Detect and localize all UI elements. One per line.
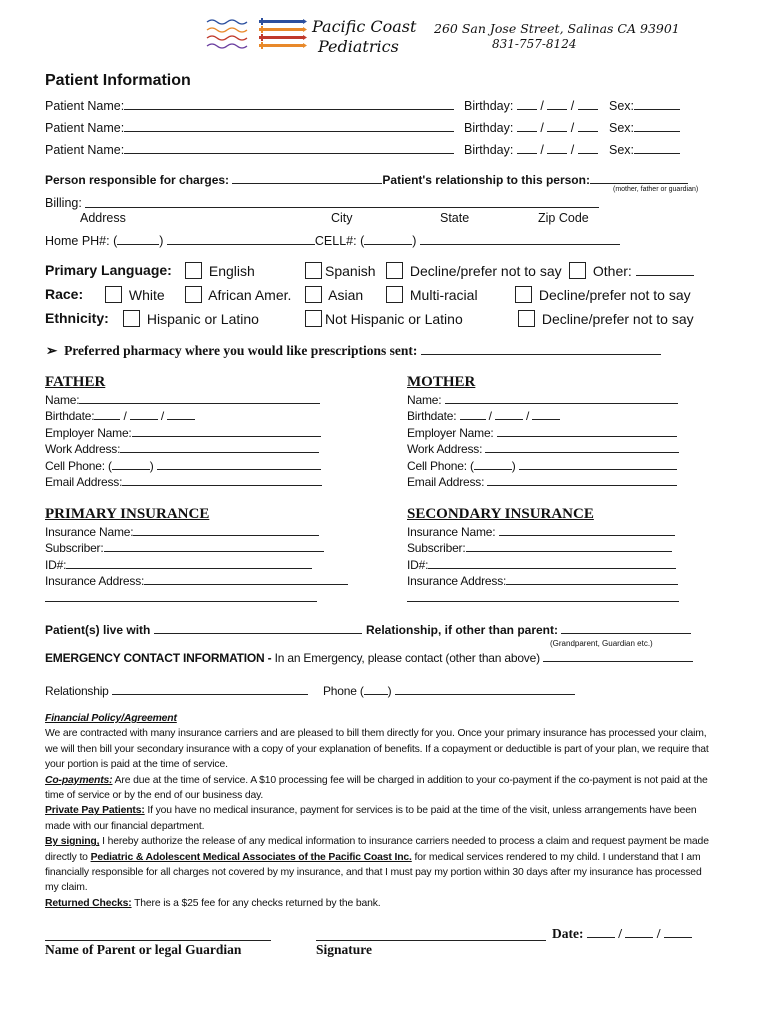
mother-title: MOTHER xyxy=(407,374,476,390)
sex-row-1 xyxy=(609,98,680,113)
mother-employer-input[interactable] xyxy=(497,425,677,437)
relationship-label: Patient's relationship to this person: xyxy=(382,173,590,187)
paren-close: ) xyxy=(412,234,417,248)
ethnicity-option-decline[interactable] xyxy=(518,310,694,327)
race-label: Race: xyxy=(45,286,84,302)
option-label: African Amer. xyxy=(208,287,292,303)
arrow-bullet-icon: ➢ xyxy=(46,343,58,358)
pharmacy-row xyxy=(46,343,661,359)
emergency-phone-input[interactable] xyxy=(395,683,575,695)
signing-text-1: I hereby authorize the release of any medical information to insurance carriers needed to process a claim and request payment be made directly to xyxy=(45,836,709,863)
option-label: Decline/prefer not to say xyxy=(541,311,694,327)
field-label: Employer Name: xyxy=(45,425,132,440)
language-option-decline[interactable] xyxy=(386,262,562,279)
primary-insurance-address-input[interactable] xyxy=(144,573,348,585)
birthday-month-input[interactable] xyxy=(517,120,537,132)
primary-subscriber-input[interactable] xyxy=(104,540,324,552)
billing-row xyxy=(45,196,82,210)
paren-close: ) xyxy=(387,684,392,698)
birthdate-day-input[interactable] xyxy=(495,408,523,420)
birthday-day-input[interactable] xyxy=(547,142,567,154)
billing-city-caption: City xyxy=(331,211,353,225)
secondary-insurance-name-row xyxy=(407,524,679,540)
primary-insurance-name-input[interactable] xyxy=(133,524,319,536)
primary-insurance-fields xyxy=(45,524,348,606)
lives-with-row xyxy=(45,622,362,637)
responsible-label: Person responsible for charges: xyxy=(45,173,230,187)
responsible-row xyxy=(45,172,688,187)
mother-email-row xyxy=(407,474,679,490)
date-year-input[interactable] xyxy=(664,926,692,938)
checkbox[interactable] xyxy=(185,262,202,279)
guardian-name-line[interactable] xyxy=(45,940,271,941)
field-label: Name: xyxy=(407,393,442,407)
mother-work-address-input[interactable] xyxy=(485,441,679,453)
practice-address: 260 San Jose Street, Salinas CA 93901 xyxy=(434,21,680,36)
race-option-african-amer[interactable] xyxy=(185,286,291,303)
signature-label: Signature xyxy=(316,942,373,957)
guardian-relationship-row xyxy=(366,622,691,637)
primary-insurance-address-row xyxy=(45,573,348,589)
practice-logo xyxy=(203,16,307,56)
birthday-year-input[interactable] xyxy=(578,142,598,154)
patient-name-label: Patient Name: xyxy=(45,121,125,135)
home-phone-label: Home PH#: ( xyxy=(45,234,118,248)
emergency-label: EMERGENCY CONTACT INFORMATION - xyxy=(45,651,272,665)
father-email-input[interactable] xyxy=(122,474,322,486)
mother-cell-area-input[interactable] xyxy=(474,458,512,470)
checkbox[interactable] xyxy=(386,262,403,279)
field-label: Subscriber: xyxy=(45,541,104,556)
emergency-phone-row xyxy=(323,683,575,698)
practice-name-line2: Pediatrics xyxy=(318,37,399,56)
patient-row-2 xyxy=(45,120,454,135)
secondary-insurance-address-line2 xyxy=(407,590,679,606)
checkbox[interactable] xyxy=(305,310,322,327)
birthday-month-input[interactable] xyxy=(517,142,537,154)
mother-email-input[interactable] xyxy=(487,474,677,486)
field-label: Name: xyxy=(45,393,80,407)
paren-close: ) xyxy=(149,458,154,473)
father-fields xyxy=(45,392,322,490)
birthday-month-input[interactable] xyxy=(517,98,537,110)
secondary-subscriber-input[interactable] xyxy=(466,540,672,552)
patient-name-input[interactable] xyxy=(124,142,454,154)
option-label: Decline/prefer not to say xyxy=(538,287,691,303)
birthday-label: Birthday: xyxy=(464,121,514,135)
secondary-insurance-title: SECONDARY INSURANCE xyxy=(407,506,594,522)
patient-row-3 xyxy=(45,142,454,157)
guardian-relationship-hint: (Grandparent, Guardian etc.) xyxy=(550,639,653,648)
birthday-row-2 xyxy=(464,120,598,135)
primary-insurance-title: PRIMARY INSURANCE xyxy=(45,506,210,522)
emergency-relationship-row xyxy=(45,683,308,698)
father-cell-area-input[interactable] xyxy=(112,458,150,470)
secondary-insurance-name-input[interactable] xyxy=(499,524,675,536)
date-separator: / xyxy=(540,99,544,113)
emergency-phone-area-input[interactable] xyxy=(364,683,388,695)
father-email-row xyxy=(45,474,322,490)
primary-insurance-name-row xyxy=(45,524,348,540)
cell-phone-area-input[interactable] xyxy=(364,233,412,245)
relationship-hint: (mother, father or guardian) xyxy=(613,186,699,193)
signing-label: By signing, xyxy=(45,836,100,848)
home-phone-input[interactable] xyxy=(167,233,315,245)
practice-name-line1: Pacific Coast xyxy=(312,17,417,36)
patient-name-input[interactable] xyxy=(124,120,454,132)
birthdate-year-input[interactable] xyxy=(532,408,560,420)
secondary-id-row xyxy=(407,557,679,573)
race-option-multi-racial[interactable] xyxy=(386,286,478,303)
birthday-year-input[interactable] xyxy=(578,120,598,132)
mother-birthdate-row: Birthdate: / / xyxy=(407,408,679,424)
birthday-row-1 xyxy=(464,98,598,113)
lives-with-label: Patient(s) live with xyxy=(45,623,151,637)
father-cell-input[interactable] xyxy=(157,458,321,470)
field-label: Birthdate: xyxy=(407,409,457,424)
mother-employer-row xyxy=(407,425,679,441)
primary-insurance-address-line2 xyxy=(45,590,348,606)
sex-input[interactable] xyxy=(634,142,680,154)
birthdate-year-input[interactable] xyxy=(167,408,195,420)
field-label: Insurance Name: xyxy=(407,525,496,539)
relationship-input[interactable] xyxy=(590,172,688,184)
checkbox[interactable] xyxy=(305,262,322,279)
field-label: Insurance Name: xyxy=(45,525,134,539)
option-label: Asian xyxy=(328,287,364,303)
emergency-contact-input[interactable] xyxy=(543,650,693,662)
sex-label: Sex: xyxy=(609,143,635,157)
ethnicity-option-not-hispanic[interactable] xyxy=(305,310,463,327)
field-label: Email Address: xyxy=(407,475,485,490)
checkbox[interactable] xyxy=(105,286,122,303)
emergency-relationship-label: Relationship xyxy=(45,684,109,698)
guardian-relationship-label: Relationship, if other than parent: xyxy=(366,623,559,637)
field-label: Insurance Address: xyxy=(407,574,507,589)
field-label: Insurance Address: xyxy=(45,574,145,589)
secondary-insurance-address-input[interactable] xyxy=(506,573,678,585)
secondary-insurance-fields xyxy=(407,524,679,606)
father-name-row xyxy=(45,392,322,408)
sex-label: Sex: xyxy=(609,99,635,113)
guardian-name-label: Name of Parent or legal Guardian xyxy=(45,942,242,957)
billing-state-caption: State xyxy=(440,211,470,225)
checkbox[interactable] xyxy=(185,286,202,303)
signing-paragraph xyxy=(45,834,717,896)
race-option-asian[interactable] xyxy=(305,286,363,303)
checkbox[interactable] xyxy=(569,262,586,279)
birthdate-month-input[interactable] xyxy=(94,408,120,420)
date-separator: / xyxy=(570,99,575,113)
field-label: Employer Name: xyxy=(407,425,494,440)
financial-policy-title-row xyxy=(45,711,717,726)
cell-phone-label: CELL#: ( xyxy=(314,234,365,248)
returned-checks-paragraph xyxy=(45,896,717,911)
field-label: Work Address: xyxy=(45,442,121,457)
race-option-decline[interactable] xyxy=(515,286,691,303)
signing-text-2: for medical services rendered to my child. I understand that I am financially responsible for all charges not covered by my insurance, and that I must pay my portion within 30 days after my insurance has processed my claim. xyxy=(45,851,702,894)
father-cell-row xyxy=(45,458,322,474)
private-pay-label: Private Pay Patients: xyxy=(45,805,145,817)
billing-input[interactable] xyxy=(85,196,599,208)
field-label: Work Address: xyxy=(407,442,483,457)
logo-graphic xyxy=(203,16,307,56)
financial-policy xyxy=(45,711,717,911)
responsible-input[interactable] xyxy=(232,172,382,184)
guardian-relationship-input[interactable] xyxy=(561,622,691,634)
checkbox[interactable] xyxy=(515,286,532,303)
date-separator: / xyxy=(540,121,544,135)
language-option-spanish[interactable] xyxy=(305,262,376,279)
option-label: Spanish xyxy=(325,263,376,279)
secondary-insurance-address-row xyxy=(407,573,679,589)
field-label: Email Address: xyxy=(45,475,123,490)
patient-name-label: Patient Name: xyxy=(45,99,125,113)
sex-input[interactable] xyxy=(634,120,680,132)
father-work-address-row xyxy=(45,441,322,457)
signature-line[interactable] xyxy=(316,940,546,941)
language-label: Primary Language: xyxy=(45,262,172,278)
mother-fields xyxy=(407,392,679,490)
birthdate-day-input[interactable] xyxy=(130,408,158,420)
date-row: Date: / / xyxy=(552,926,692,942)
mother-name-row xyxy=(407,392,679,408)
copay-label: Co-payments: xyxy=(45,774,113,786)
birthday-label: Birthday: xyxy=(464,99,514,113)
father-employer-input[interactable] xyxy=(132,425,321,437)
emergency-relationship-input[interactable] xyxy=(112,683,308,695)
sex-label: Sex: xyxy=(609,121,635,135)
ethnicity-label: Ethnicity: xyxy=(45,310,109,326)
date-separator: / xyxy=(540,143,544,157)
race-option-white[interactable] xyxy=(105,286,165,303)
mother-cell-input[interactable] xyxy=(519,458,677,470)
field-label: Birthdate: xyxy=(45,409,95,424)
checkbox[interactable] xyxy=(518,310,535,327)
option-label: Other: xyxy=(592,263,632,279)
option-label: Decline/prefer not to say xyxy=(409,263,562,279)
date-day-input[interactable] xyxy=(625,926,653,938)
emergency-text: In an Emergency, please contact (other than above) xyxy=(271,651,540,665)
copay-text: Are due at the time of service. A $10 processing fee will be charged in addition to your co-payment if the co-payment is not paid at the time of service or by the end of our business day. xyxy=(45,774,708,802)
father-work-address-input[interactable] xyxy=(120,441,319,453)
birthday-label: Birthday: xyxy=(464,143,514,157)
checkbox[interactable] xyxy=(386,286,403,303)
private-pay-text: If you have no medical insurance, payment for services is to be paid at the time of the visit, unless arrangements have been made with our financial department. xyxy=(45,805,697,832)
financial-intro: We are contracted with many insurance carriers and are pleased to bill them directly for you. Once your primary insurance has processed your claim, we will then bill your secondary insurance with a copy of your explanation of benefits. If a copayment or deductible is part of your plan, we require that your portion is paid at the time of service. xyxy=(45,728,709,771)
primary-insurance-address2-input[interactable] xyxy=(45,590,317,602)
sex-input[interactable] xyxy=(634,98,680,110)
primary-subscriber-row xyxy=(45,540,348,556)
field-label: Subscriber: xyxy=(407,541,466,556)
field-label: Cell Phone: ( xyxy=(407,458,474,473)
option-label: White xyxy=(128,287,165,303)
mother-work-address-row xyxy=(407,441,679,457)
home-phone-area-input[interactable] xyxy=(117,233,159,245)
financial-policy-title: Financial Policy/Agreement xyxy=(45,713,177,724)
birthdate-month-input[interactable] xyxy=(460,408,486,420)
secondary-id-input[interactable] xyxy=(428,557,676,569)
emergency-phone-label: Phone ( xyxy=(323,684,364,698)
date-separator: / xyxy=(570,143,575,157)
paren-close: ) xyxy=(511,458,516,473)
birthday-year-input[interactable] xyxy=(578,98,598,110)
cell-phone-input[interactable] xyxy=(420,233,620,245)
mother-name-input[interactable] xyxy=(445,392,678,404)
field-label: Cell Phone: ( xyxy=(45,458,112,473)
option-label: Not Hispanic or Latino xyxy=(325,311,463,327)
option-label: Multi-racial xyxy=(409,287,478,303)
secondary-insurance-address2-input[interactable] xyxy=(407,590,679,602)
primary-id-input[interactable] xyxy=(66,557,312,569)
checkbox[interactable] xyxy=(123,310,140,327)
paren-close: ) xyxy=(159,234,164,248)
sex-row-2 xyxy=(609,120,680,135)
billing-address-caption: Address xyxy=(80,211,126,225)
billing-label: Billing: xyxy=(45,196,82,210)
birthday-day-input[interactable] xyxy=(547,120,567,132)
father-birthdate-row: Birthdate: / / xyxy=(45,408,322,424)
primary-id-row xyxy=(45,557,348,573)
date-separator: / xyxy=(570,121,575,135)
emergency-row xyxy=(45,650,693,665)
father-title: FATHER xyxy=(45,374,106,390)
birthday-row-3 xyxy=(464,142,598,157)
father-employer-row xyxy=(45,425,322,441)
patient-row-1 xyxy=(45,98,454,113)
field-label: ID#: xyxy=(45,557,67,572)
ethnicity-option-hispanic[interactable] xyxy=(123,310,259,327)
patient-name-label: Patient Name: xyxy=(45,143,125,157)
pharmacy-label: Preferred pharmacy where you would like prescriptions sent: xyxy=(64,343,418,358)
patient-name-input[interactable] xyxy=(124,98,454,110)
billing-zip-caption: Zip Code xyxy=(538,211,589,225)
language-other-input[interactable] xyxy=(636,264,694,276)
date-label: Date: xyxy=(552,926,584,941)
option-label: English xyxy=(208,263,255,279)
pharmacy-input[interactable] xyxy=(421,343,661,355)
returned-checks-label: Returned Checks: xyxy=(45,897,132,909)
language-option-other[interactable] xyxy=(569,262,694,279)
date-month-input[interactable] xyxy=(587,926,615,938)
language-option-english[interactable] xyxy=(185,262,255,279)
lives-with-input[interactable] xyxy=(154,622,362,634)
practice-phone: 831-757-8124 xyxy=(492,37,577,51)
returned-checks-text: There is a $25 fee for any checks returned by the bank. xyxy=(131,897,381,909)
phone-row xyxy=(45,233,620,248)
option-label: Hispanic or Latino xyxy=(146,311,259,327)
sex-row-3 xyxy=(609,142,680,157)
private-pay-paragraph xyxy=(45,803,717,834)
secondary-subscriber-row xyxy=(407,540,679,556)
section-title-patient-info: Patient Information xyxy=(45,72,191,89)
mother-cell-row xyxy=(407,458,679,474)
signing-entity: Pediatric & Adolescent Medical Associates of the Pacific Coast Inc. xyxy=(90,851,412,863)
copay-paragraph xyxy=(45,773,717,804)
father-name-input[interactable] xyxy=(79,392,320,404)
field-label: ID#: xyxy=(407,557,429,572)
birthday-day-input[interactable] xyxy=(547,98,567,110)
checkbox[interactable] xyxy=(305,286,322,303)
